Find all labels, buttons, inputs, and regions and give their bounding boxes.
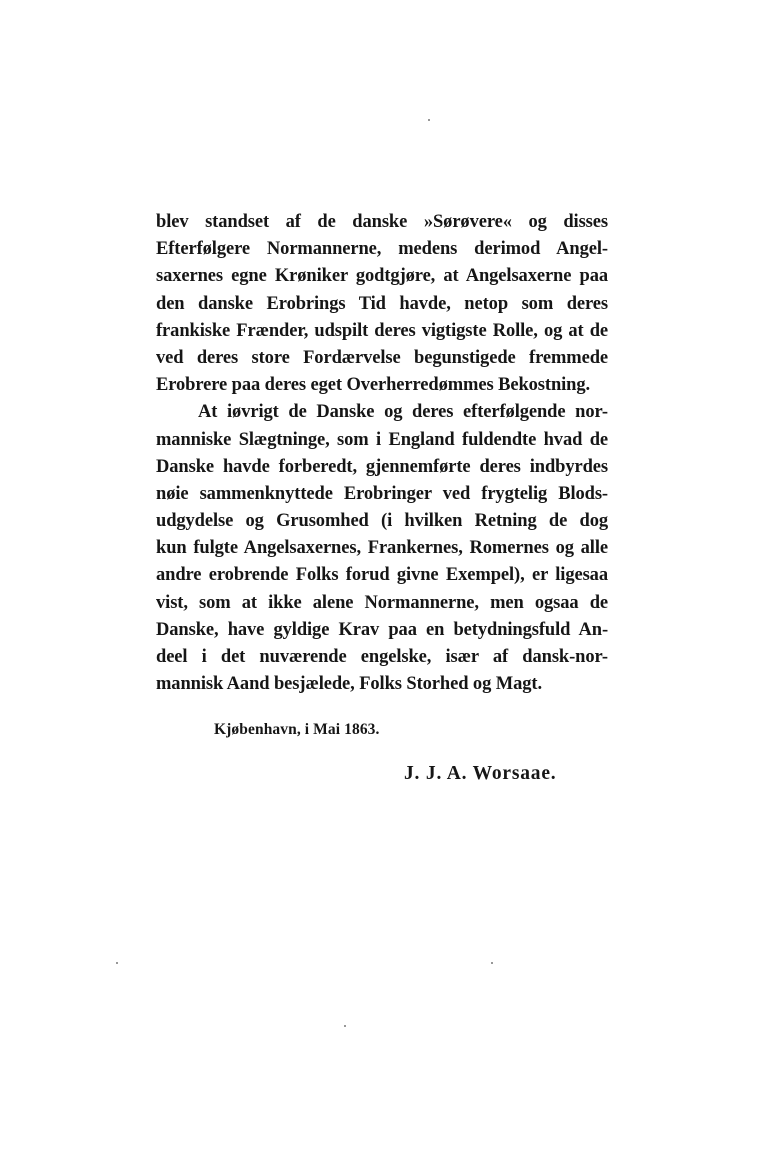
- paper-speck: [344, 1025, 346, 1027]
- text-line: ved deres store Fordærvelse begunstigede fremmede: [156, 347, 608, 368]
- author-signature: J. J. A. Worsaae.: [404, 763, 557, 784]
- text-line: den danske Erobrings Tid havde, netop som deres: [156, 293, 608, 314]
- paper-speck: [428, 119, 430, 121]
- text-line: Erobrere paa deres eget Overherredømmes Bekostning.: [156, 375, 591, 396]
- text-line: kun fulgte Angelsaxernes, Frankernes, Romernes og alle: [156, 538, 608, 559]
- text-line: manniske Slægtninge, som i England fuldendte hvad de: [156, 429, 608, 450]
- text-line: saxernes egne Krøniker godtgjøre, at Angelsaxerne paa: [156, 266, 608, 287]
- place-date-line: Kjøbenhavn, i Mai 1863.: [214, 721, 380, 738]
- body-text: [156, 209, 608, 698]
- paper-speck: [116, 962, 118, 964]
- text-line: Danske, have gyldige Krav paa en betydningsfuld An-: [156, 619, 608, 640]
- text-line: udgydelse og Grusomhed (i hvilken Retning de dog: [156, 511, 608, 532]
- text-line: frankiske Frænder, udspilt deres vigtigste Rolle, og at de: [156, 320, 608, 341]
- text-line: vist, som at ikke alene Normannerne, men ogsaa de: [156, 592, 608, 613]
- paper-speck: [491, 962, 493, 964]
- text-line: blev standset af de danske »Sørøvere« og disses: [156, 212, 608, 232]
- text-line: At iøvrigt de Danske og deres efterfølgende nor-: [198, 402, 608, 423]
- text-line: deel i det nuværende engelske, især af dansk-nor-: [156, 647, 608, 667]
- text-line: Efterfølgere Normannerne, medens derimod Angel-: [156, 239, 608, 260]
- text-line: Danske havde forberedt, gjennemførte deres indbyrdes: [156, 456, 608, 477]
- text-line: mannisk Aand besjælede, Folks Storhed og Magt.: [156, 674, 543, 695]
- text-line: nøie sammenknyttede Erobringer ved frygtelig Blods-: [156, 483, 608, 504]
- text-line: andre erobrende Folks forud givne Exempel), er ligesaa: [156, 565, 608, 586]
